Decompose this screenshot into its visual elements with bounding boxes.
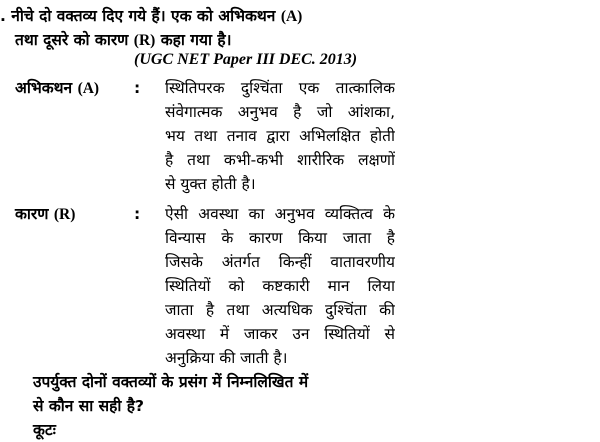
question-intro-text-3: कहा गया है। bbox=[155, 31, 232, 49]
reason-marker-r: (R) bbox=[133, 32, 156, 49]
reason-text-line-3: जिसके अंतर्गत किन्हीं वातावरणीय bbox=[165, 253, 395, 271]
question-prompt-line-2: से कौन सा सही है? bbox=[33, 397, 145, 415]
assertion-text-line-2: संवेगात्मक अनुभव है जो आंशका, bbox=[165, 103, 395, 121]
reason-label-marker: (R) bbox=[53, 206, 76, 223]
reason-text-line-2: विन्यास के कारण किया जाता है bbox=[165, 229, 395, 247]
reason-colon: : bbox=[134, 205, 141, 223]
assertion-label-text: अभिकथन bbox=[15, 79, 78, 97]
reason-text-line-5: जाता है तथा अत्यधिक दुश्चिंता की bbox=[165, 301, 395, 319]
assertion-text-line-5: से युक्त होती है। bbox=[165, 175, 256, 193]
assertion-text-line-1: स्थितिपरक दुश्चिंता एक तात्कालिक bbox=[165, 79, 395, 97]
assertion-label bbox=[15, 78, 99, 99]
reason-label-text: कारण bbox=[15, 205, 54, 223]
assertion-label-marker: (A) bbox=[77, 80, 100, 97]
reason-text-line-7: अनुक्रिया की जाती है। bbox=[165, 349, 288, 367]
question-intro-line-2 bbox=[15, 30, 232, 51]
assertion-text-line-3: भय तथा तनाव द्वारा अभिलक्षित होती bbox=[165, 127, 395, 145]
question-intro-text-2: तथा दूसरे को कारण bbox=[15, 31, 134, 49]
reason-text-line-4: स्थितियों को कष्टकारी मान लिया bbox=[165, 277, 395, 295]
reason-text-line-6: अवस्था में जाकर उन स्थितियों से bbox=[165, 325, 395, 343]
assertion-text-line-4: है तथा कभी-कभी शारीरिक लक्षणों bbox=[165, 151, 395, 169]
reason-text-line-1: ऐसी अवस्था का अनुभव व्यक्तित्व के bbox=[165, 205, 395, 223]
code-label: कूटः bbox=[33, 421, 56, 439]
assertion-marker-a: (A) bbox=[280, 8, 303, 25]
question-intro-line-1 bbox=[0, 6, 302, 27]
reason-label bbox=[15, 204, 75, 225]
assertion-colon: : bbox=[134, 79, 141, 97]
question-intro-text-1: . नीचे दो वक्तव्य दिए गये हैं। एक को अभिकथन bbox=[0, 7, 281, 25]
question-prompt-line-1: उपर्युक्त दोनों वक्तव्यों के प्रसंग में निम्नलिखित में bbox=[33, 373, 309, 391]
exam-source-reference: (UGC NET Paper III DEC. 2013) bbox=[134, 51, 358, 68]
